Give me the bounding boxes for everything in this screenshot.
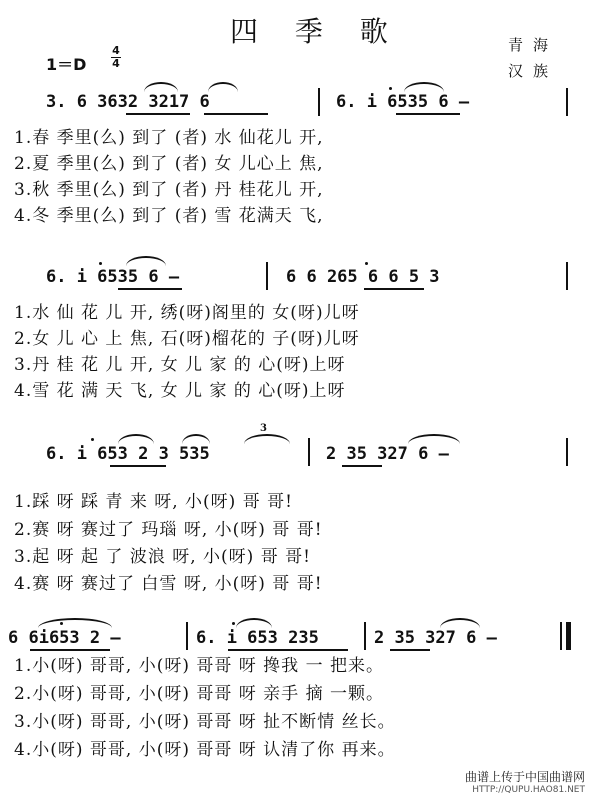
origin-region: 青海	[508, 36, 559, 54]
underline	[204, 113, 268, 115]
barline	[566, 88, 568, 116]
notation-measure: 6 6i653 2 –	[8, 628, 121, 648]
underline	[118, 288, 182, 290]
slur	[236, 618, 272, 628]
barline	[566, 438, 568, 466]
slur	[38, 618, 112, 628]
slur	[208, 82, 238, 92]
lyric-line: 4.冬 季里(么) 到了 (者) 雪 花满天 飞,	[14, 206, 324, 226]
slur	[244, 434, 290, 444]
barline	[266, 262, 268, 290]
octave-dot	[99, 262, 102, 265]
underline	[126, 113, 190, 115]
notation-measure: 6. i 6535 6 –	[336, 92, 470, 112]
underline	[30, 649, 110, 651]
octave-dot	[389, 87, 392, 90]
underline	[228, 649, 348, 651]
key-signature: 1＝D	[46, 55, 87, 74]
underline	[342, 465, 382, 467]
notation-measure: 3. 6 3632 3217 6	[46, 92, 210, 112]
lyric-line: 4.小(呀) 哥哥, 小(呀) 哥哥 呀 认清了你 再来。	[14, 740, 396, 760]
lyric-line: 4.赛 呀 赛过了 白雪 呀, 小(呀) 哥 哥!	[14, 574, 323, 594]
slur	[182, 434, 210, 444]
lyric-line: 2.赛 呀 赛过了 玛瑙 呀, 小(呀) 哥 哥!	[14, 520, 323, 540]
lyric-line: 1.小(呀) 哥哥, 小(呀) 哥哥 呀 搀我 一 把来。	[14, 656, 384, 676]
lyric-line: 3.小(呀) 哥哥, 小(呀) 哥哥 呀 扯不断情 丝长。	[14, 712, 396, 732]
final-barline	[566, 622, 571, 650]
watermark-url: HTTP://QUPU.HAO81.NET	[472, 785, 585, 795]
lyric-line: 2.女 儿 心 上 焦, 石(呀)榴花的 子(呀)儿呀	[14, 329, 360, 349]
slur	[408, 434, 460, 444]
notation-measure: 6. i 6535 6 –	[46, 267, 180, 287]
barline	[566, 262, 568, 290]
slur	[118, 434, 154, 444]
barline	[560, 622, 562, 650]
lyric-line: 1.踩 呀 踩 青 来 呀, 小(呀) 哥 哥!	[14, 492, 293, 512]
slur	[440, 618, 480, 628]
slur	[404, 82, 444, 92]
lyric-line: 1.水 仙 花 儿 开, 绣(呀)阁里的 女(呀)儿呀	[14, 303, 360, 323]
barline	[308, 438, 310, 466]
octave-dot	[232, 622, 235, 625]
underline	[110, 465, 166, 467]
octave-dot	[91, 438, 94, 441]
time-signature	[111, 46, 121, 69]
barline	[318, 88, 320, 116]
lyric-line: 1.春 季里(么) 到了 (者) 水 仙花儿 开,	[14, 128, 324, 148]
underline	[364, 288, 424, 290]
time-signature-denominator: 4	[112, 57, 120, 70]
notation-measure: 2 35 327 6 –	[326, 444, 449, 464]
octave-dot	[60, 622, 63, 625]
slur	[144, 82, 178, 92]
lyric-line: 2.夏 季里(么) 到了 (者) 女 儿心上 焦,	[14, 154, 324, 174]
notation-measure: 6. i 653 235	[196, 628, 319, 648]
barline	[364, 622, 366, 650]
lyric-line: 2.小(呀) 哥哥, 小(呀) 哥哥 呀 亲手 摘 一颗。	[14, 684, 384, 704]
slur	[126, 256, 166, 266]
octave-dot	[365, 262, 368, 265]
underline	[396, 113, 460, 115]
triplet-marker: 3	[260, 423, 267, 434]
lyric-line: 3.丹 桂 花 儿 开, 女 儿 家 的 心(呀)上呀	[14, 355, 346, 375]
lyric-line: 3.起 呀 起 了 波浪 呀, 小(呀) 哥 哥!	[14, 547, 311, 567]
origin-ethnicity: 汉族	[508, 62, 559, 80]
lyric-line: 4.雪 花 满 天 飞, 女 儿 家 的 心(呀)上呀	[14, 381, 346, 401]
song-title: 四 季 歌	[230, 15, 402, 48]
lyric-line: 3.秋 季里(么) 到了 (者) 丹 桂花儿 开,	[14, 180, 324, 200]
time-signature-numerator: 4	[112, 44, 120, 57]
watermark-text: 曲谱上传于中国曲谱网	[464, 770, 585, 784]
barline	[186, 622, 188, 650]
underline	[390, 649, 430, 651]
notation-measure: 6 6 265 6 6 5 3	[286, 267, 440, 287]
watermark	[465, 771, 585, 797]
notation-measure: 6. i 653 2 3 535	[46, 444, 210, 464]
notation-measure: 2 35 327 6 –	[374, 628, 497, 648]
